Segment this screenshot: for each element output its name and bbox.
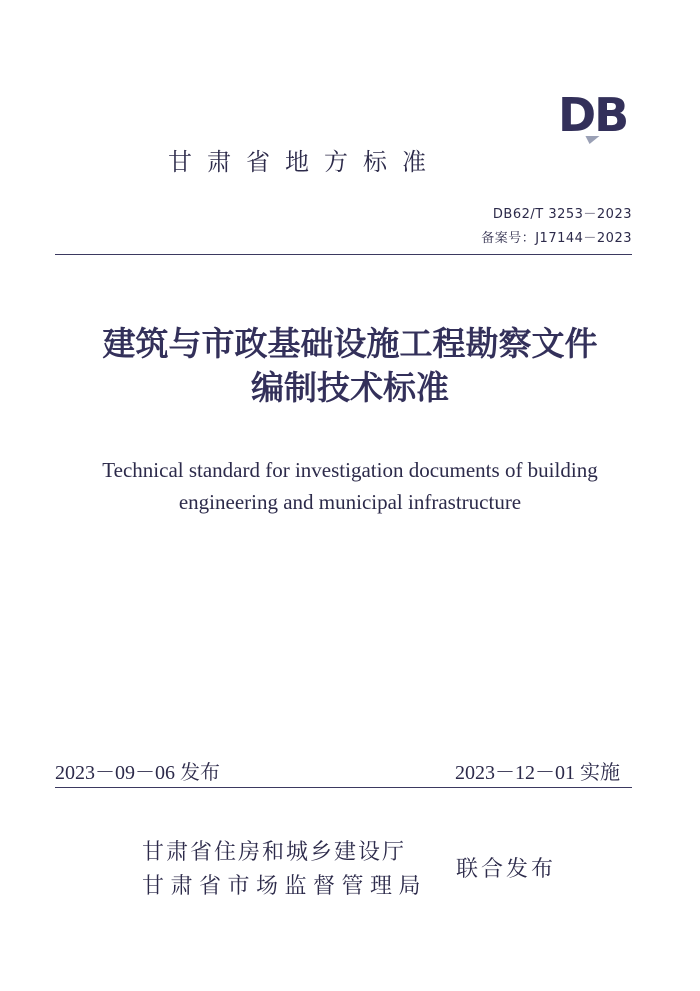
standard-kind: 甘肃省地方标准 bbox=[168, 148, 441, 176]
title-chinese bbox=[0, 322, 700, 410]
title-en-line-2: engineering and municipal infrastructure bbox=[178, 490, 522, 514]
filing-number: 备案号：J17144－2023 bbox=[481, 231, 632, 246]
standard-codes bbox=[481, 203, 632, 251]
title-cn-line-1: 建筑与市政基础设施工程勘察文件 bbox=[102, 324, 598, 363]
publish-date: 2023－09－06 发布 bbox=[55, 762, 220, 784]
issuers bbox=[142, 836, 427, 904]
issuer-housing-department: 甘肃省住房和城乡建设厅 bbox=[142, 840, 407, 865]
db-logo-text: DB bbox=[558, 88, 628, 142]
bottom-divider bbox=[55, 787, 632, 788]
implement-date: 2023－12－01 实施 bbox=[455, 762, 620, 784]
issuer-market-regulation: 甘肃省市场监督管理局 bbox=[142, 874, 428, 899]
db-logo-mark-icon bbox=[583, 136, 600, 144]
standard-number: DB62/T 3253－2023 bbox=[492, 207, 632, 222]
top-divider bbox=[55, 254, 632, 255]
title-cn-line-2: 编制技术标准 bbox=[251, 368, 449, 407]
joint-release-label: 联合发布 bbox=[456, 857, 557, 882]
title-en-line-1: Technical standard for investigation documents of building bbox=[102, 458, 598, 482]
db-logo bbox=[558, 88, 638, 148]
title-english bbox=[0, 454, 700, 518]
